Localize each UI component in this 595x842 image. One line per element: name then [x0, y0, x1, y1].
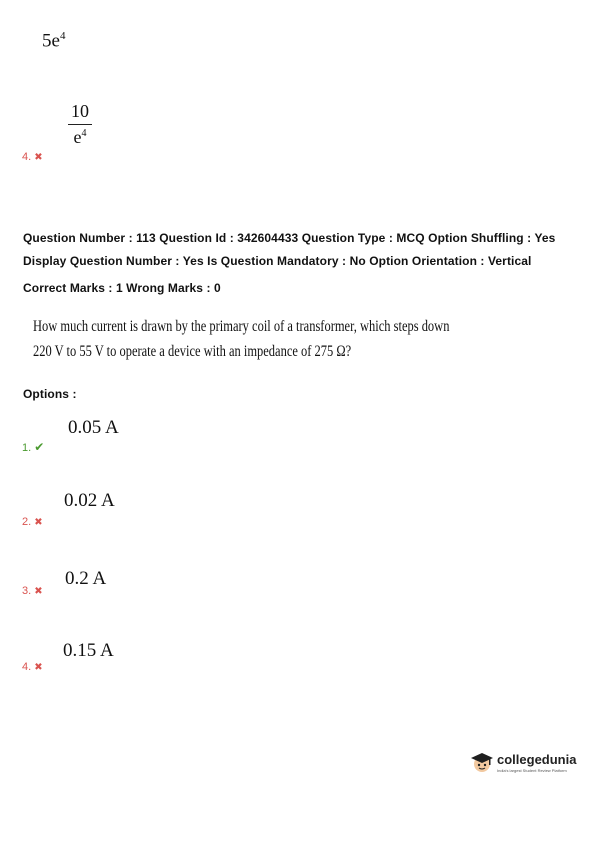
previous-option-4-fraction	[68, 101, 92, 148]
denominator-exponent: 4	[81, 128, 87, 139]
logo-tagline: India's largest Student Review Platform	[497, 767, 567, 773]
option-1-text: 0.05 A	[68, 417, 119, 438]
option-2-number	[22, 516, 43, 528]
cross-icon: ✖	[34, 586, 43, 597]
cross-icon: ✖	[34, 517, 43, 528]
previous-option-4-label: 4.	[22, 151, 32, 163]
option-2-text: 0.02 A	[64, 490, 115, 511]
previous-option-3-exponent: 4	[59, 30, 66, 42]
option-1-label: 1.	[22, 442, 32, 454]
option-4-number	[22, 661, 43, 673]
denominator-base: e	[73, 127, 82, 147]
fraction-denominator	[68, 127, 92, 148]
question-line-2: 220 V to 55 V to operate a device with an impedance of 275 Ω?	[33, 343, 352, 360]
question-meta-line-1: Question Number : 113 Question Id : 342604433 Question Type : MCQ Option Shuffling : Yes	[23, 231, 556, 245]
question-meta-line-2: Display Question Number : Yes Is Question Mandatory : No Option Orientation : Vertical	[23, 254, 532, 268]
question-line-1: How much current is drawn by the primary coil of a transformer, which steps down	[33, 318, 450, 335]
previous-option-3-base: 5e	[42, 30, 60, 52]
fraction-numerator: 10	[71, 101, 89, 121]
option-3-text: 0.2 A	[65, 568, 107, 589]
logo-text	[497, 752, 576, 773]
options-label: Options :	[23, 387, 77, 401]
cross-icon: ✖	[34, 662, 43, 673]
question-text	[33, 314, 449, 364]
collegedunia-logo	[470, 750, 576, 774]
previous-option-3-math	[42, 30, 65, 52]
option-3-number	[22, 585, 43, 597]
fraction-bar	[68, 124, 92, 125]
previous-option-4-number	[22, 151, 43, 163]
logo-name: collegedunia	[497, 751, 577, 767]
cross-icon: ✖	[34, 152, 43, 163]
option-1-number	[22, 440, 44, 454]
option-2-label: 2.	[22, 516, 32, 528]
option-4-text: 0.15 A	[63, 640, 114, 661]
option-3-label: 3.	[22, 585, 32, 597]
option-4-label: 4.	[22, 661, 32, 673]
graduation-cap-icon	[470, 750, 494, 774]
question-meta-line-3: Correct Marks : 1 Wrong Marks : 0	[23, 281, 221, 295]
check-icon: ✔	[34, 440, 45, 454]
